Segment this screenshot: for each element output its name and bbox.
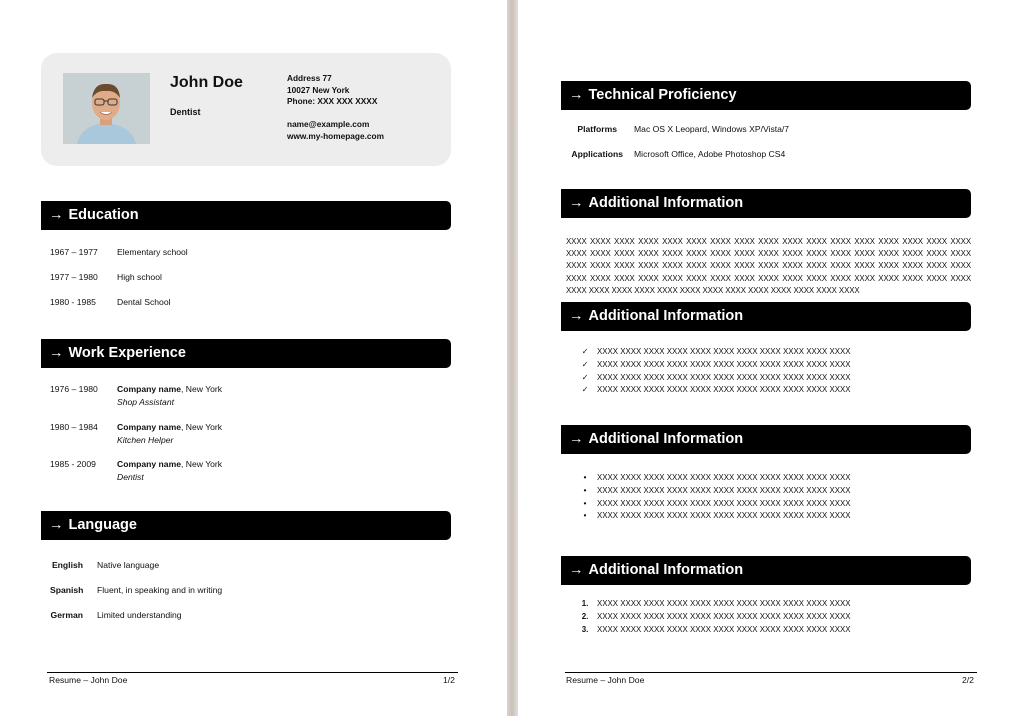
- profession: Dentist: [170, 107, 201, 117]
- education-dates: 1967 – 1977: [50, 247, 98, 257]
- list-number: 1.: [581, 599, 589, 608]
- additional-info-header: [561, 189, 971, 218]
- additional-info-header: [561, 425, 971, 454]
- list-item-text: XXXX XXXX XXXX XXXX XXXX XXXX XXXX XXXX XXXX XXXX XXXX: [597, 385, 851, 395]
- bullet-list: [580, 472, 851, 523]
- work-dates: 1976 – 1980: [50, 384, 98, 394]
- list-item: [580, 384, 851, 397]
- list-item: [580, 359, 851, 372]
- placeholder-paragraph: XXXX XXXX XXXX XXXX XXXX XXXX XXXX XXXX XXXX XXXX XXXX XXXX XXXX XXXX XXXX XXXX XXXX XXXX XXXX XXXX XXXX XXXX XXXX XXXX XXXX XXXX XXXX XXXX XXXX XXXX XXXX XXXX XXXX XXXX XXXX XXXX XXXX XXXX XXXX XXXX XXXX XXXX XXXX XXXX XXXX XXXX XXXX XXXX XXXX XXXX XXXX XXXX XXXX XXXX XXXX XXXX XXXX XXXX XXXX XXXX XXXX XXXX XXXX XXXX XXXX XXXX XXXX XXXX XXXX XXXX XXXX XXXX XXXX XXXX XXXX XXXX XXXX XXXX XXXX XXXX XXXX: [566, 237, 971, 295]
- list-number: 2.: [581, 611, 589, 621]
- list-item: [580, 611, 851, 624]
- list-item: [580, 346, 851, 359]
- work-dates: 1985 - 2009: [50, 459, 96, 469]
- company-name: Company name: [117, 422, 181, 432]
- company-location: , New York: [181, 384, 223, 394]
- language-name: English: [51, 560, 83, 570]
- bullet-icon: •: [583, 485, 587, 495]
- language-name: Spanish: [50, 585, 84, 595]
- bullet-icon: •: [583, 498, 587, 508]
- work-experience-header: [41, 339, 451, 368]
- list-item-text: XXXX XXXX XXXX XXXX XXXX XXXX XXXX XXXX XXXX XXXX XXXX: [597, 485, 851, 495]
- arrow-right-icon: →: [569, 308, 584, 324]
- bullet-icon: •: [583, 511, 587, 521]
- page-number: 2/2: [962, 675, 974, 685]
- tech-label: Applications: [571, 149, 623, 159]
- education-school: Dental School: [117, 297, 171, 307]
- checkmark-icon: ✓: [581, 347, 589, 356]
- numbered-list: [580, 598, 851, 636]
- list-item-text: XXXX XXXX XXXX XXXX XXXX XXXX XXXX XXXX XXXX XXXX XXXX: [597, 611, 851, 621]
- arrow-right-icon: →: [569, 431, 584, 447]
- profile-photo: [63, 73, 150, 144]
- section-title: Additional Information: [588, 308, 744, 324]
- list-item-text: XXXX XXXX XXXX XXXX XXXX XXXX XXXX XXXX XXXX XXXX XXXX: [597, 372, 851, 382]
- arrow-right-icon: →: [569, 87, 584, 103]
- page-1: [0, 0, 507, 716]
- list-item: [580, 498, 851, 511]
- additional-info-header: [561, 302, 971, 331]
- work-role: Shop Assistant: [117, 397, 175, 407]
- list-item: [580, 372, 851, 385]
- address-line: Address 77: [287, 73, 332, 83]
- website-line: www.my-homepage.com: [287, 130, 384, 141]
- language-level: Limited understanding: [97, 610, 182, 620]
- list-item-text: XXXX XXXX XXXX XXXX XXXX XXXX XXXX XXXX XXXX XXXX XXXX: [597, 347, 851, 356]
- list-item: [580, 624, 851, 637]
- section-title: Additional Information: [588, 431, 744, 447]
- list-item-text: XXXX XXXX XXXX XXXX XXXX XXXX XXXX XXXX XXXX XXXX XXXX: [597, 498, 851, 508]
- list-item-text: XXXX XXXX XXXX XXXX XXXX XXXX XXXX XXXX XXXX XXXX XXXX: [597, 473, 851, 482]
- city-line: 10027 New York: [287, 84, 350, 95]
- list-item: [580, 510, 851, 523]
- language-level: Fluent, in speaking and in writing: [97, 585, 223, 595]
- company-name: Company name: [117, 384, 181, 394]
- list-item: [580, 598, 851, 611]
- checkmark-icon: ✓: [581, 372, 589, 382]
- tech-value: Mac OS X Leopard, Windows XP/Vista/7: [634, 124, 790, 134]
- arrow-right-icon: →: [49, 207, 64, 223]
- language-header: [41, 511, 451, 540]
- work-dates: 1980 – 1984: [50, 422, 98, 432]
- page-number: 1/2: [443, 675, 455, 685]
- list-item-text: XXXX XXXX XXXX XXXX XXXX XXXX XXXX XXXX XXXX XXXX XXXX: [597, 599, 851, 608]
- education-dates: 1977 – 1980: [50, 272, 98, 282]
- tech-value: Microsoft Office, Adobe Photoshop CS4: [634, 149, 786, 159]
- list-item: [580, 485, 851, 498]
- education-dates: 1980 - 1985: [50, 297, 96, 307]
- education-header: [41, 201, 451, 230]
- list-item-text: XXXX XXXX XXXX XXXX XXXX XXXX XXXX XXXX XXXX XXXX XXXX: [597, 624, 851, 634]
- work-role: Kitchen Helper: [117, 435, 174, 445]
- work-role: Dentist: [117, 472, 144, 482]
- language-level: Native language: [97, 560, 160, 570]
- footer-rule: [565, 672, 977, 673]
- checkmark-icon: ✓: [581, 385, 589, 395]
- arrow-right-icon: →: [569, 562, 584, 578]
- section-title: Additional Information: [588, 195, 744, 211]
- company-location: , New York: [181, 459, 223, 469]
- check-list: [580, 346, 851, 397]
- phone-line: Phone: XXX XXX XXXX: [287, 96, 378, 107]
- additional-info-header: [561, 556, 971, 585]
- language-name: German: [50, 610, 83, 620]
- list-item-text: XXXX XXXX XXXX XXXX XXXX XXXX XXXX XXXX XXXX XXXX XXXX: [597, 359, 851, 369]
- email-line: name@example.com: [287, 119, 370, 130]
- list-item-text: XXXX XXXX XXXX XXXX XXXX XXXX XXXX XXXX XXXX XXXX XXXX: [597, 511, 851, 521]
- page-gutter: [507, 0, 518, 716]
- footer-title: Resume – John Doe: [566, 675, 645, 685]
- arrow-right-icon: →: [49, 345, 64, 361]
- bullet-icon: •: [583, 473, 587, 482]
- section-title: Technical Proficiency: [588, 87, 737, 103]
- checkmark-icon: ✓: [581, 359, 589, 369]
- education-school: High school: [117, 272, 162, 282]
- footer-title: Resume – John Doe: [49, 675, 128, 685]
- company-name: Company name: [117, 459, 181, 469]
- section-title: Additional Information: [588, 562, 744, 578]
- education-school: Elementary school: [117, 247, 188, 257]
- technical-header: [561, 81, 971, 110]
- company-location: , New York: [181, 422, 223, 432]
- section-title: Language: [68, 517, 137, 533]
- section-title: Education: [68, 207, 139, 223]
- list-number: 3.: [581, 624, 589, 634]
- arrow-right-icon: →: [569, 195, 584, 211]
- list-item: [580, 472, 851, 485]
- footer-rule: [47, 672, 458, 673]
- arrow-right-icon: →: [49, 517, 64, 533]
- header-card: [41, 53, 451, 166]
- contact-block: [287, 73, 384, 143]
- tech-label: Platforms: [577, 124, 617, 134]
- section-title: Work Experience: [68, 345, 186, 361]
- person-name: John Doe: [170, 74, 243, 91]
